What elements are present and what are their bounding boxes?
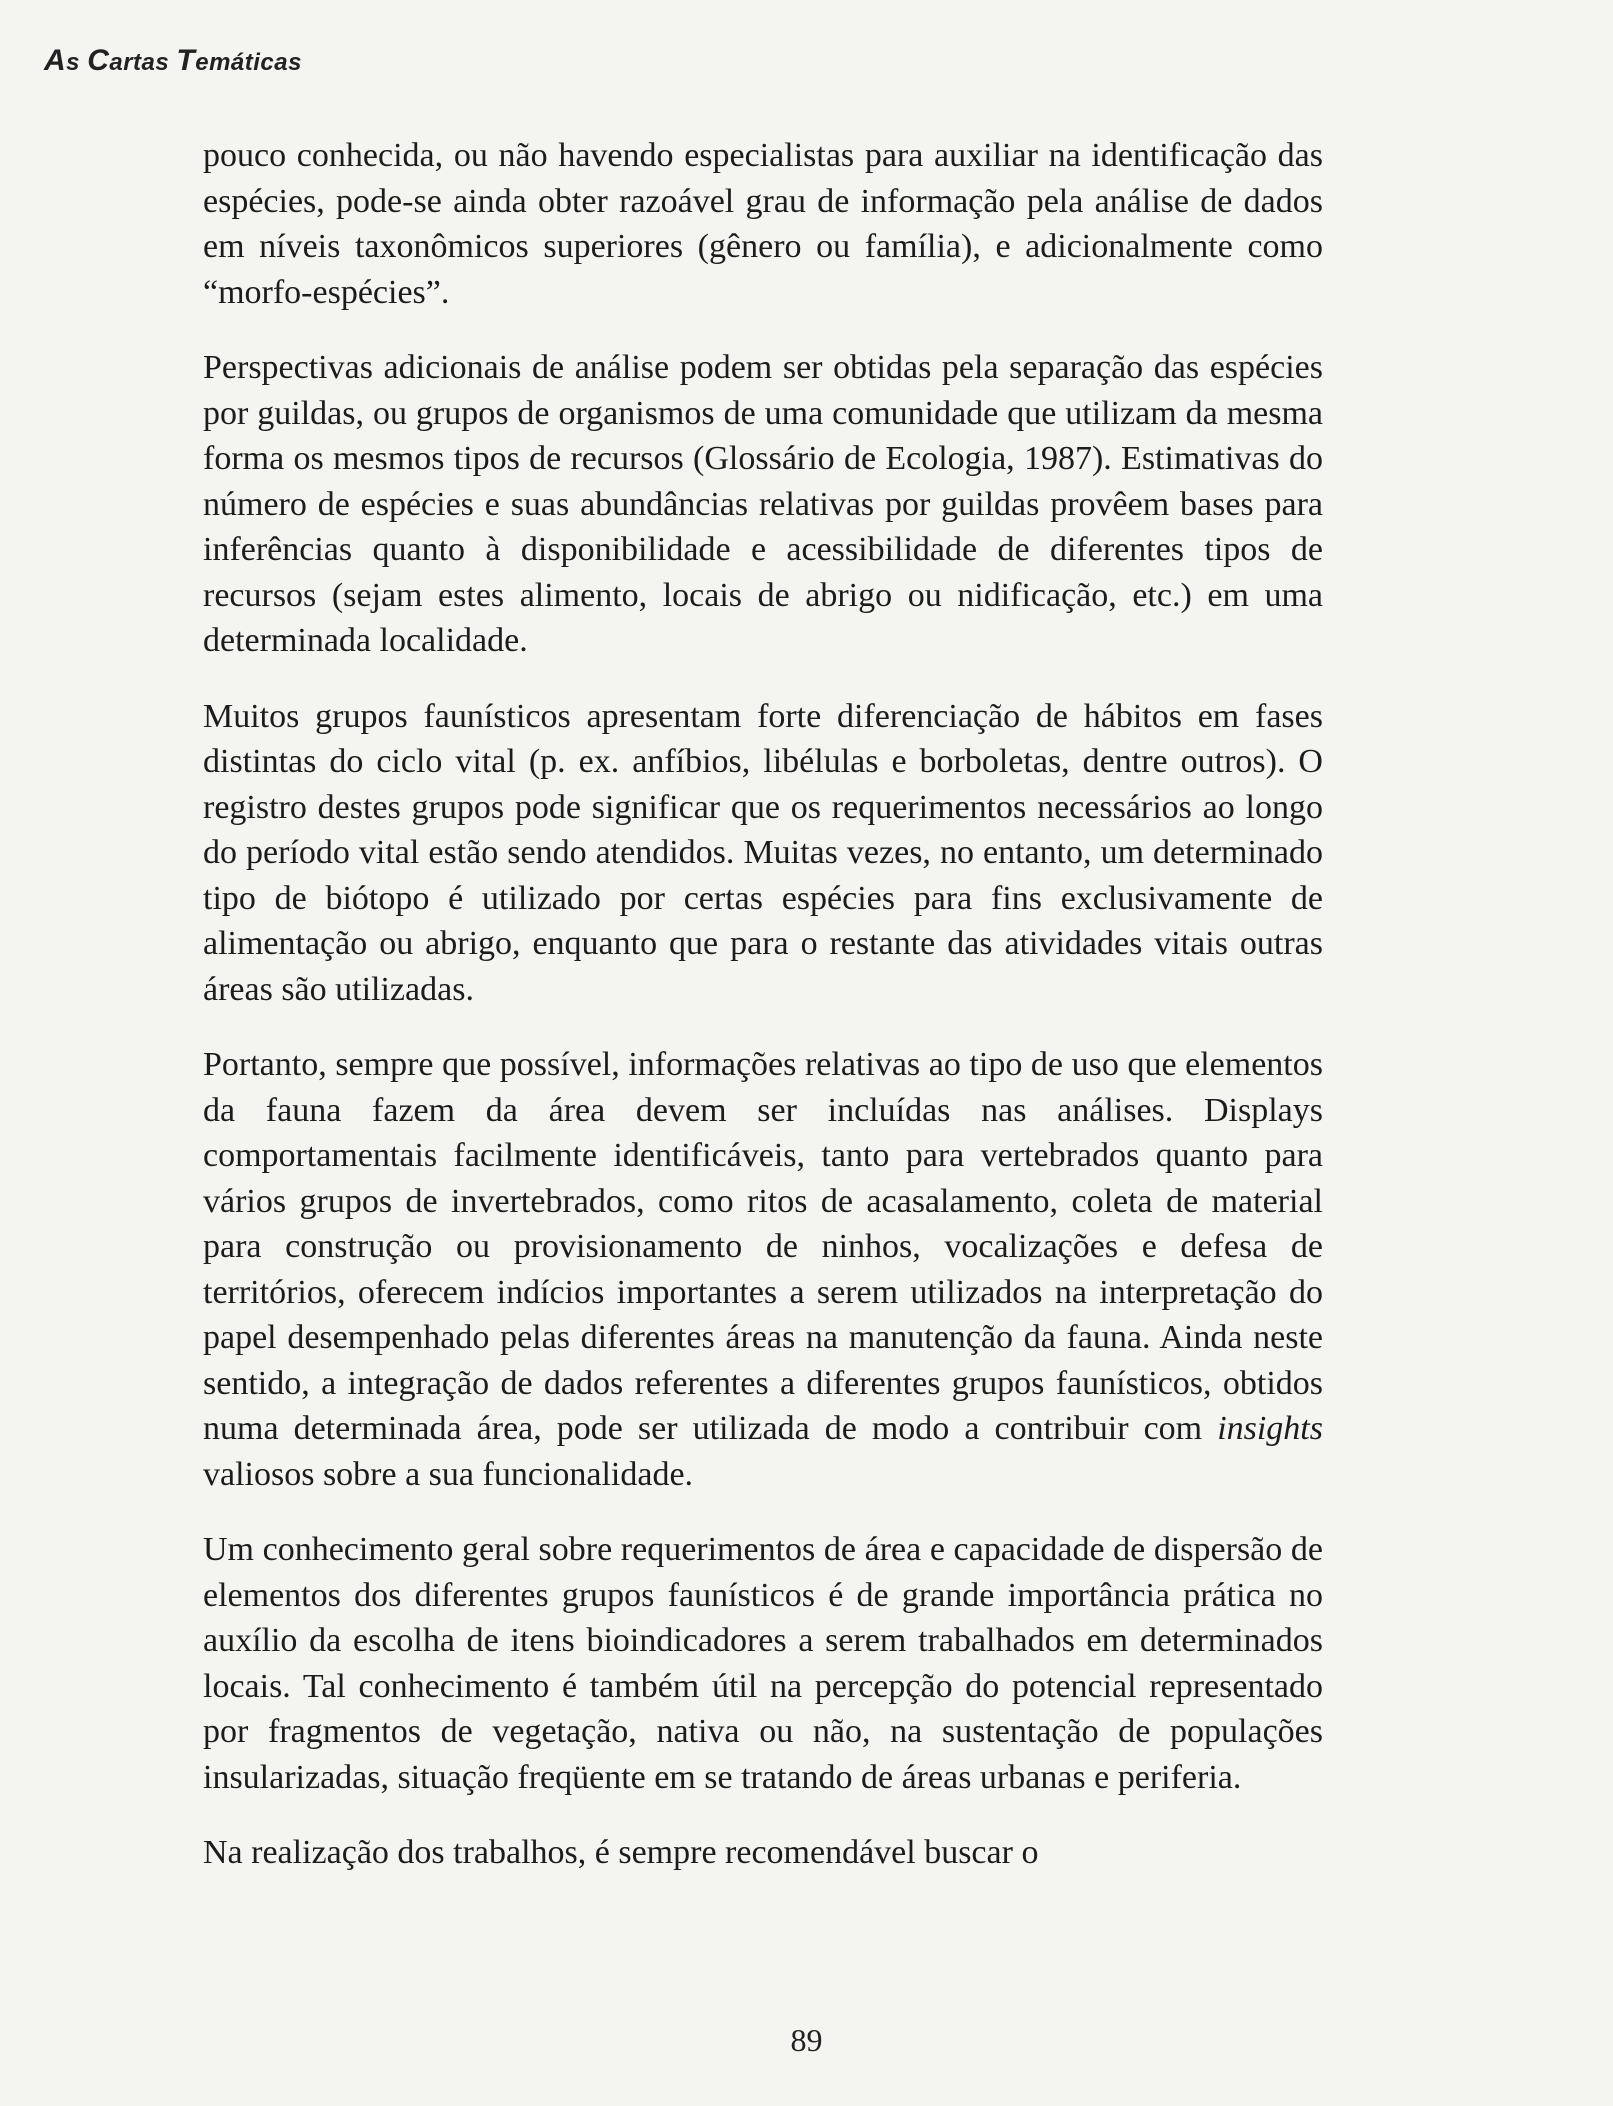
running-header-initial-2: C	[87, 44, 110, 77]
body-text	[203, 133, 1323, 1906]
paragraph-4-text-end: valiosos sobre a sua funcionalidade.	[203, 1455, 694, 1493]
running-header-word-3: emáticas	[195, 49, 302, 76]
running-header-word-2: artas	[109, 49, 177, 76]
paragraph-5: Um conhecimento geral sobre requerimentos de área e capacidade de dispersão de elementos dos diferentes grupos faunísticos é de grande importância prática no auxílio da escolha de itens bioindicadores a serem trabalhados em determinados locais. Tal conhecimento é também útil na percepção do potencial representado por fragmentos de vegetação, nativa ou não, na sustentação de populações insularizadas, situação freqüente em se tratando de áreas urbanas e periferia.	[203, 1531, 1323, 1796]
paragraph-4-italic-term: insights	[1217, 1410, 1323, 1447]
paragraph-4-text-start: Portanto, sempre que possível, informações relativas ao tipo de uso que elementos da fauna fazem da área devem ser incluídas nas análises. Displays comportamentais facilmente identificáveis, tanto para vertebrados quanto para vários grupos de invertebrados, como ritos de acasalamento, coleta de material para construção ou provisionamento de ninhos, vocalizações e defesa de territórios, oferecem indícios importantes a serem utilizados na interpretação do papel desempenhado pelas diferentes áreas na manutenção da fauna. Ainda neste sentido, a integração de dados referentes a diferentes grupos faunísticos, obtidos numa determinada área, pode ser utilizada de modo a contribuir com	[203, 1046, 1323, 1447]
paragraph-1: pouco conhecida, ou não havendo especialistas para auxiliar na identificação das espécies, pode-se ainda obter razoável grau de informação pela análise de dados em níveis taxonômicos superiores (gênero ou família), e adicionalmente como “morfo-espécies”.	[203, 137, 1323, 311]
running-header-initial-1: A	[44, 44, 67, 77]
paragraph-2: Perspectivas adicionais de análise podem ser obtidas pela separação das espécies por guildas, ou grupos de organismos de uma comunidade que utilizam da mesma forma os mesmos tipos de recursos (Glossário de Ecologia, 1987). Estimativas do número de espécies e suas abundâncias relativas por guildas provêem bases para inferências quanto à disponibilidade e acessibilidade de diferentes tipos de recursos (sejam estes alimento, locais de abrigo ou nidificação, etc.) em uma determinada localidade.	[203, 349, 1323, 659]
running-header-word-1: s	[66, 49, 88, 76]
paragraph-3: Muitos grupos faunísticos apresentam forte diferenciação de hábitos em fases distintas do ciclo vital (p. ex. anfíbios, libélulas e borboletas, dentre outros). O registro destes grupos pode significar que os requerimentos necessários ao longo do período vital estão sendo atendidos. Muitas vezes, no entanto, um determinado tipo de biótopo é utilizado por certas espécies para fins exclusivamente de alimentação ou abrigo, enquanto que para o restante das atividades vitais outras áreas são utilizadas.	[203, 697, 1323, 1008]
paragraph-4	[203, 1042, 1323, 1497]
running-header	[44, 44, 302, 78]
running-header-initial-3: T	[176, 44, 196, 77]
paragraph-6: Na realização dos trabalhos, é sempre recomendável buscar o	[203, 1834, 1039, 1871]
page-number: 89	[790, 2022, 823, 2058]
